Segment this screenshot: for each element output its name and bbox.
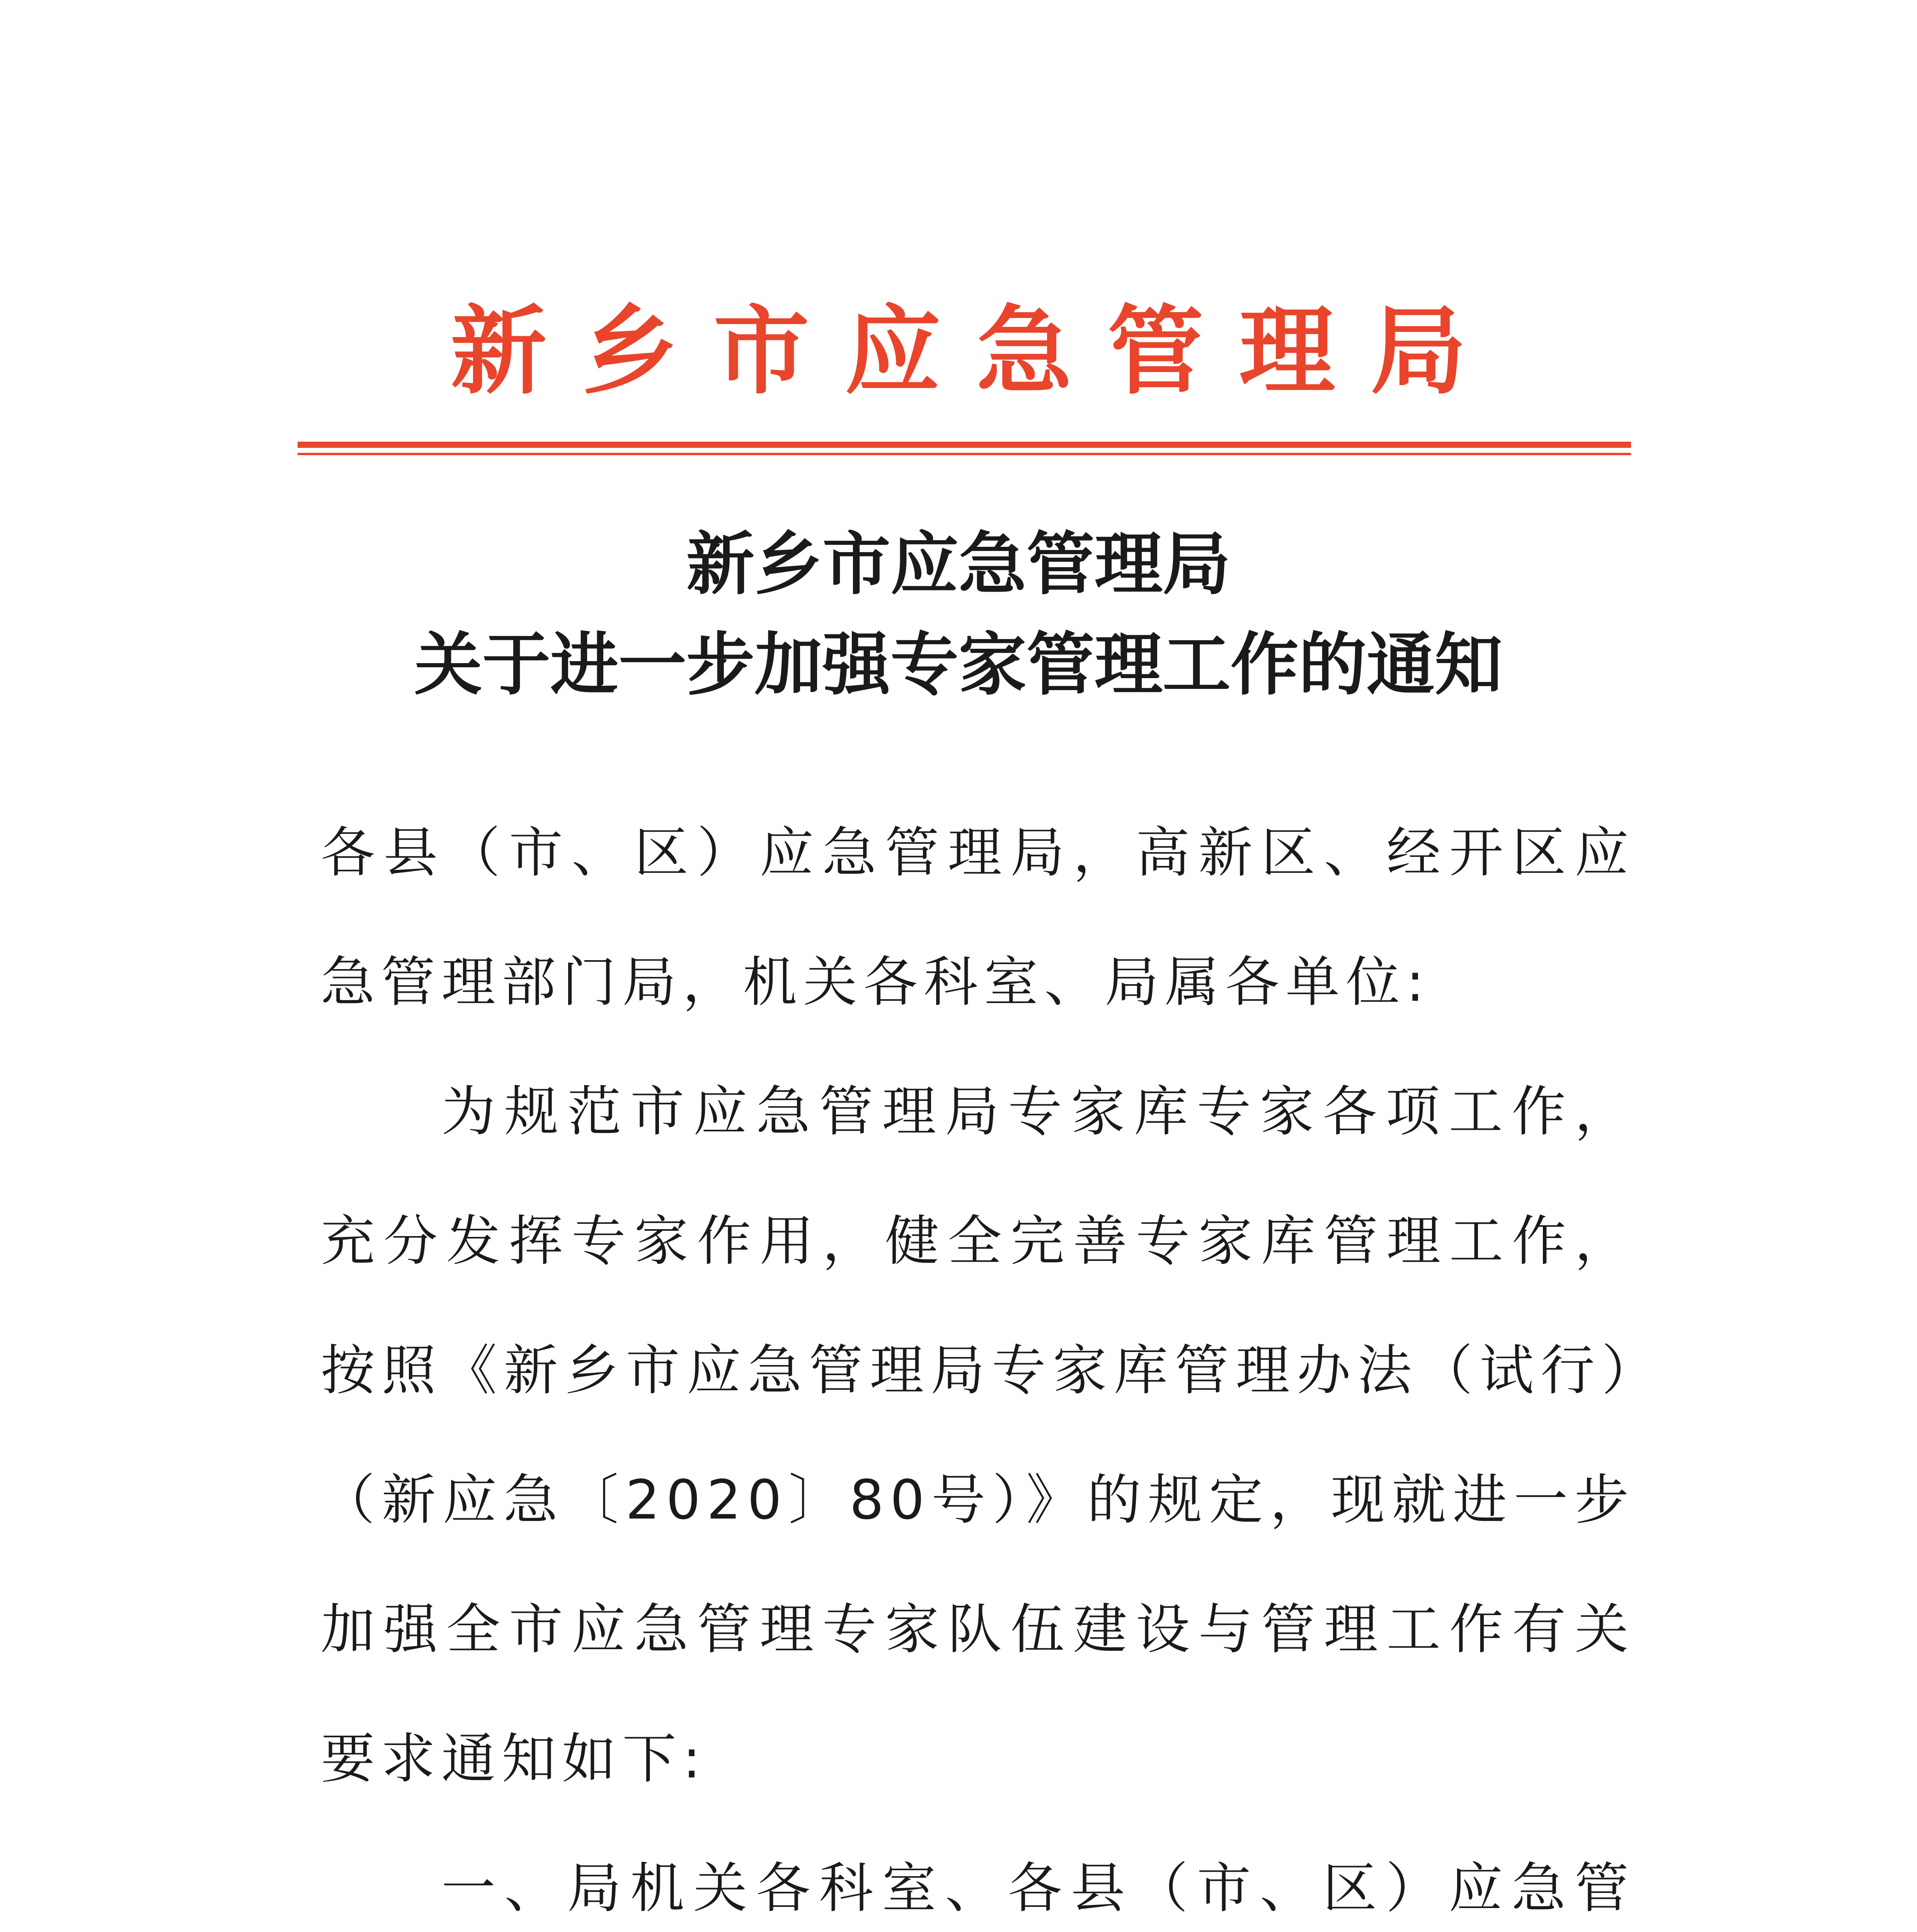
document-body xyxy=(321,788,1635,1932)
item-1-paragraph: 一、局机关各科室、各县（市、区）应急管 xyxy=(441,1857,1635,1920)
intro-paragraph: 为规范市应急管理局专家库专家各项工作，充分发挥专家作用，健全完善专家库管理工作，按照《新乡市应急管理局专家库管理办法（试行）（新应急〔2020〕80号）》的规定，现就进一步加强全市应急管理专家队伍建设与管理工作有关要求通知如下: xyxy=(321,1080,1635,1791)
letterhead-org-name: 新乡市应急管理局 xyxy=(451,296,1502,407)
document-title-line-1: 新乡市应急管理局 xyxy=(686,524,1231,604)
document-title-line-2: 关于进一步加强专家管理工作的通知 xyxy=(414,624,1503,704)
salutation: 各县（市、区）应急管理局，高新区、经开区应急管理部门局，机关各科室、局属各单位: xyxy=(321,821,1635,1014)
letterhead-divider-thick xyxy=(298,442,1631,448)
letterhead-divider-thin xyxy=(298,453,1631,455)
